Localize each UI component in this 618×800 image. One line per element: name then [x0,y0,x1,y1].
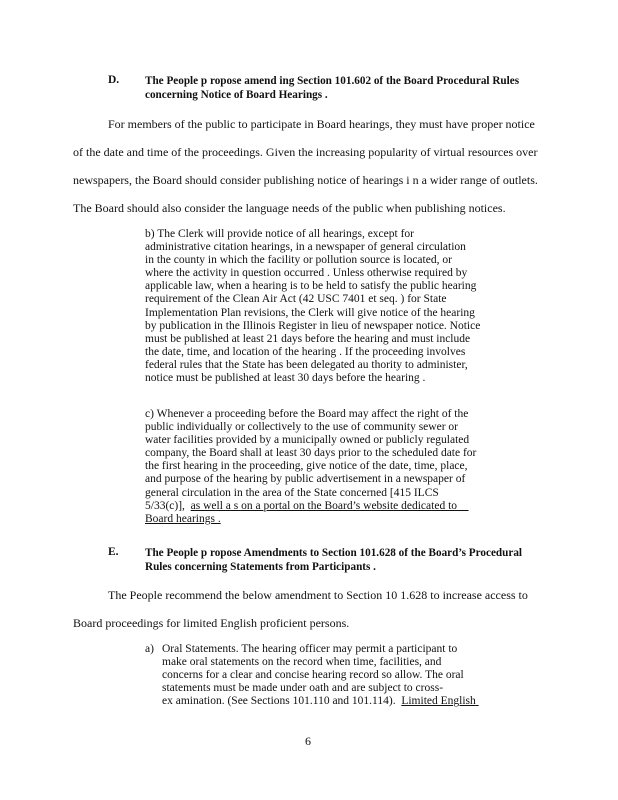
section-e-title-line1: The People p ropose Amendments to Section 101.628 of the Board’s Procedural [145,547,523,559]
rule-b-line: b) The Clerk will provide notice of all hearings, except for [145,228,414,240]
section-e-paragraph-line: Board proceedings for limited English proficient persons. [73,616,350,630]
rule-c-line: public individually or collectively to the use of community sewer or [145,421,458,434]
item-a-line: concerns for a clear and concise hearing record so allow. The oral [162,669,464,682]
section-d-paragraph-line: For members of the public to participate in Board hearings, they must have proper notice [108,117,535,131]
section-e-paragraph-line: The People recommend the below amendment to Section 10 1.628 to increase access to [108,588,528,602]
rule-b-line: where the activity in question occurred . Unless otherwise required by [145,267,468,280]
rule-c-citation: 5/33(c)], [145,499,185,512]
rule-b-line: administrative citation hearings, in a newspaper of general circulation [145,241,466,254]
item-a-text [162,643,492,708]
rule-c-line [145,500,493,513]
page-number: 6 [305,734,311,748]
rule-c-amendment-underlined: as well a s on a portal on the Board’s website dedicated to [190,499,458,512]
section-d-paragraph-line: The Board should also consider the language needs of the public when publishing notices. [73,201,506,215]
rule-b-line: in the county in which the facility or pollution source is located, or [145,254,452,267]
rule-c-line: c) Whenever a proceeding before the Board may affect the right of the [145,408,469,420]
item-a-line [162,695,492,708]
rule-b-line: must be published at least 21 days before the hearing and must include [145,332,471,345]
rule-b-line: Implementation Plan revisions, the Clerk will give notice of the hearing [145,306,475,319]
rule-b-line: federal rules that the State has been delegated au thority to administer, [145,358,468,371]
section-d-paragraph-line: newspapers, the Board should consider publishing notice of hearings i n a wider range of outlets. [73,173,538,187]
rule-b-line: requirement of the Clean Air Act (42 USC 7401 et seq. ) for State [145,293,447,306]
rule-b-line: by publication in the Illinois Register in lieu of newspaper notice. Notice [145,319,481,332]
item-a-line-text: ex amination. (See Sections 101.110 and 101.114). [162,695,396,708]
section-e-title-line2: Rules concerning Statements from Participants . [145,561,376,573]
rule-b-line: notice must be published at least 30 days before the hearing . [145,372,426,385]
item-a-line: make oral statements on the record when time, facilities, and [162,656,442,669]
rule-c-line [145,513,493,526]
section-d-letter: D. [108,74,120,86]
rule-b-line: the date, time, and location of the hearing . If the proceeding involves [145,345,466,358]
item-a-line: Oral Statements. The hearing officer may permit a participant to [162,643,458,655]
item-a-line: statements must be made under oath and are subject to cross- [162,682,444,695]
section-e-letter: E. [108,546,119,558]
rule-c-line: company, the Board shall at least 30 days prior to the scheduled date for [145,447,477,460]
rule-b-quote [145,228,493,385]
section-d-title-line1: The People p ropose amend ing Section 101.602 of the Board Procedural Rules [145,75,520,87]
section-d-paragraph-line: of the date and time of the proceedings. Given the increasing popularity of virtual resources over [73,145,538,159]
rule-c-quote [145,408,493,526]
rule-c-line: general circulation in the area of the State concerned [415 ILCS [145,486,439,499]
rule-c-line: the first hearing in the proceeding, give notice of the date, time, place, [145,460,468,473]
item-a-label: a) [145,643,154,655]
section-d-title-line2: concerning Notice of Board Hearings . [145,89,328,101]
rule-c-amendment-underlined-end: Board hearings . [145,512,221,525]
rule-b-line: applicable law, when a hearing is to be held to satisfy the public hearing [145,280,477,293]
item-a-amendment-underlined: Limited English [401,695,476,708]
rule-c-line: water facilities provided by a municipally owned or publicly regulated [145,434,470,447]
rule-c-line: and purpose of the hearing by public advertisement in a newspaper of [145,473,466,486]
